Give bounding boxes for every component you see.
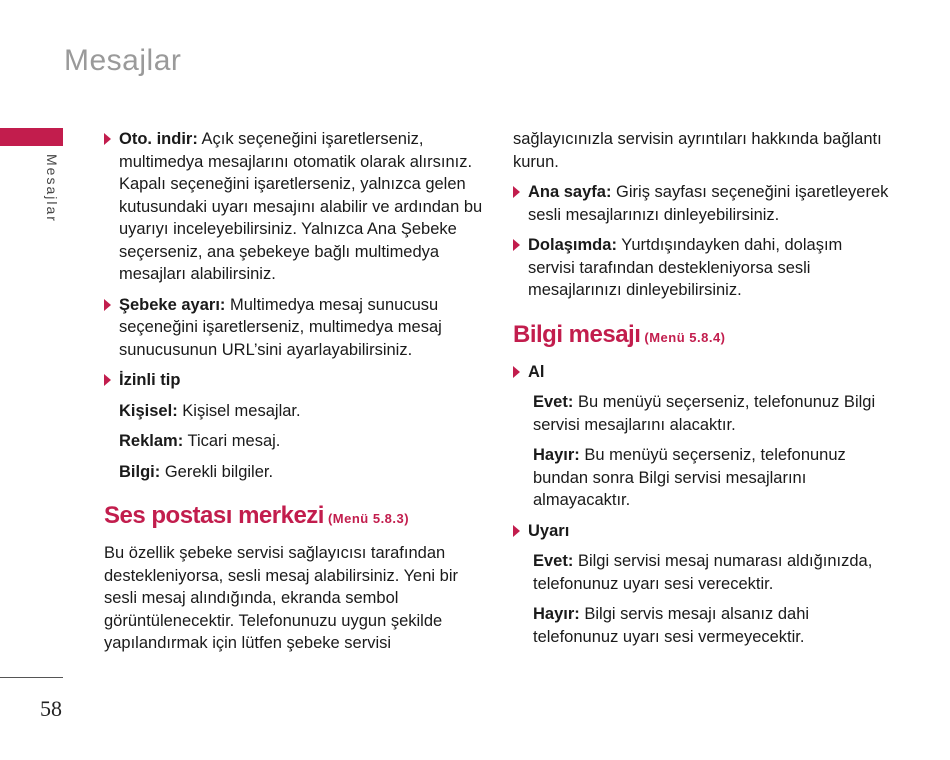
bullet-text: Yurtdışındayken dahi, dolaşım servisi tarafından destekleniyorsa sesli mesajlarınızı dinleyebilirsiniz. — [528, 236, 843, 299]
page-number: 58 — [40, 696, 62, 721]
footer-divider — [0, 677, 63, 678]
bullet-al — [513, 361, 893, 384]
bullet-heading: Oto. indir: — [119, 130, 198, 148]
bullet-text: Multimedya mesaj sunucusu seçeneğini işaretlerseniz, multimedya mesaj sunucusunun URL’sini ayarlayabilirsiniz. — [119, 295, 442, 359]
option-text: Gerekli bilgiler. — [160, 462, 274, 481]
option-heading: Kişisel: — [119, 401, 178, 420]
option-text: Bilgi servisi mesaj numarası aldığınızda, telefonunuz uyarı sesi verecektir. — [533, 552, 873, 593]
bullet-heading: Şebeke ayarı: — [119, 295, 226, 314]
option-text: Ticari mesaj. — [183, 432, 281, 450]
right-column — [513, 128, 893, 656]
page-title: Mesajlar — [64, 44, 182, 77]
option-heading: Hayır: — [533, 605, 580, 623]
option-heading: Bilgi: — [119, 462, 161, 481]
continued-paragraph: sağlayıcınızla servisin ayrıntıları hakkında bağlantı kurun. — [513, 130, 882, 171]
section-heading-ses-postasi — [104, 501, 484, 534]
bullet-heading: Al — [528, 362, 545, 381]
option-heading: Reklam: — [119, 432, 184, 450]
option-text: Bilgi servis mesajı alsanız dahi telefonunuz uyarı sesi vermeyecektir. — [533, 605, 810, 646]
section-title: Bilgi mesajı — [513, 320, 641, 348]
section-title: Ses postası merkezi — [104, 502, 324, 529]
bullet-triangle-icon — [104, 133, 111, 145]
bullet-text: Giriş sayfası seçeneğini işaretleyerek sesli mesajlarınızı dinleyebilirsiniz. — [528, 183, 889, 224]
option-uyari-hayir — [513, 603, 893, 648]
side-section-label: Mesajlar — [44, 154, 60, 223]
option-bilgi — [104, 461, 484, 484]
option-heading: Hayır: — [533, 446, 580, 464]
left-column — [104, 128, 484, 663]
bullet-triangle-icon — [513, 239, 520, 251]
bullet-heading: Ana sayfa: — [528, 183, 612, 201]
menu-reference: (Menü 5.8.4) — [644, 329, 726, 345]
bullet-text: Açık seçeneğini işaretlerseniz, multimedya mesajlarını otomatik olarak alırsınız. Kapalı seçeneğini işaretlerseniz, yalnızca gelen kutusundaki uyarı mesajını alabilir ve ardından bu uyarıyı inceleyebilirsiniz. Yalnızca Ana Şebeke seçerseniz, ana şebekeye bağlı multimedya mesajları alabilirsiniz. — [119, 130, 483, 283]
bullet-triangle-icon — [104, 299, 111, 311]
bullet-dolasimda — [513, 234, 893, 302]
option-uyari-evet — [513, 550, 893, 595]
option-text: Kişisel mesajlar. — [177, 401, 301, 420]
bullet-heading: İzinli tip — [119, 371, 181, 389]
bullet-oto-indir — [104, 128, 484, 286]
bullet-triangle-icon — [513, 366, 520, 378]
bullet-triangle-icon — [513, 525, 520, 537]
bullet-ana-sayfa — [513, 181, 893, 226]
bullet-triangle-icon — [104, 374, 111, 386]
option-al-hayir — [513, 444, 893, 512]
bullet-izinli-tip — [104, 369, 484, 392]
bullet-sebeke-ayari — [104, 294, 484, 362]
option-kisisel — [104, 400, 484, 423]
bullet-triangle-icon — [513, 186, 520, 198]
option-al-evet — [513, 391, 893, 436]
ses-postasi-paragraph: Bu özellik şebeke servisi sağlayıcısı tarafından destekleniyorsa, sesli mesaj alabilirsiniz. Yeni bir sesli mesaj alındığında, ekranda sembol görüntülenecektir. Telefonunuzu uygun şekilde yapılandırmak için lütfen şebeke servisi — [104, 544, 459, 652]
bullet-heading: Uyarı — [528, 521, 570, 540]
bullet-heading: Dolaşımda: — [528, 236, 617, 254]
option-heading: Evet: — [533, 393, 574, 411]
option-heading: Evet: — [533, 552, 574, 570]
option-text: Bu menüyü seçerseniz, telefonunuz Bilgi servisi mesajlarını alacaktır. — [533, 393, 876, 434]
section-heading-bilgi-mesaji — [513, 320, 893, 353]
bullet-uyari — [513, 520, 893, 543]
side-tab-marker — [0, 128, 63, 146]
menu-reference: (Menü 5.8.3) — [327, 511, 410, 526]
option-reklam — [104, 430, 484, 453]
option-text: Bu menüyü seçerseniz, telefonunuz bundan sonra Bilgi servisi mesajlarını almayacaktır. — [533, 446, 846, 509]
